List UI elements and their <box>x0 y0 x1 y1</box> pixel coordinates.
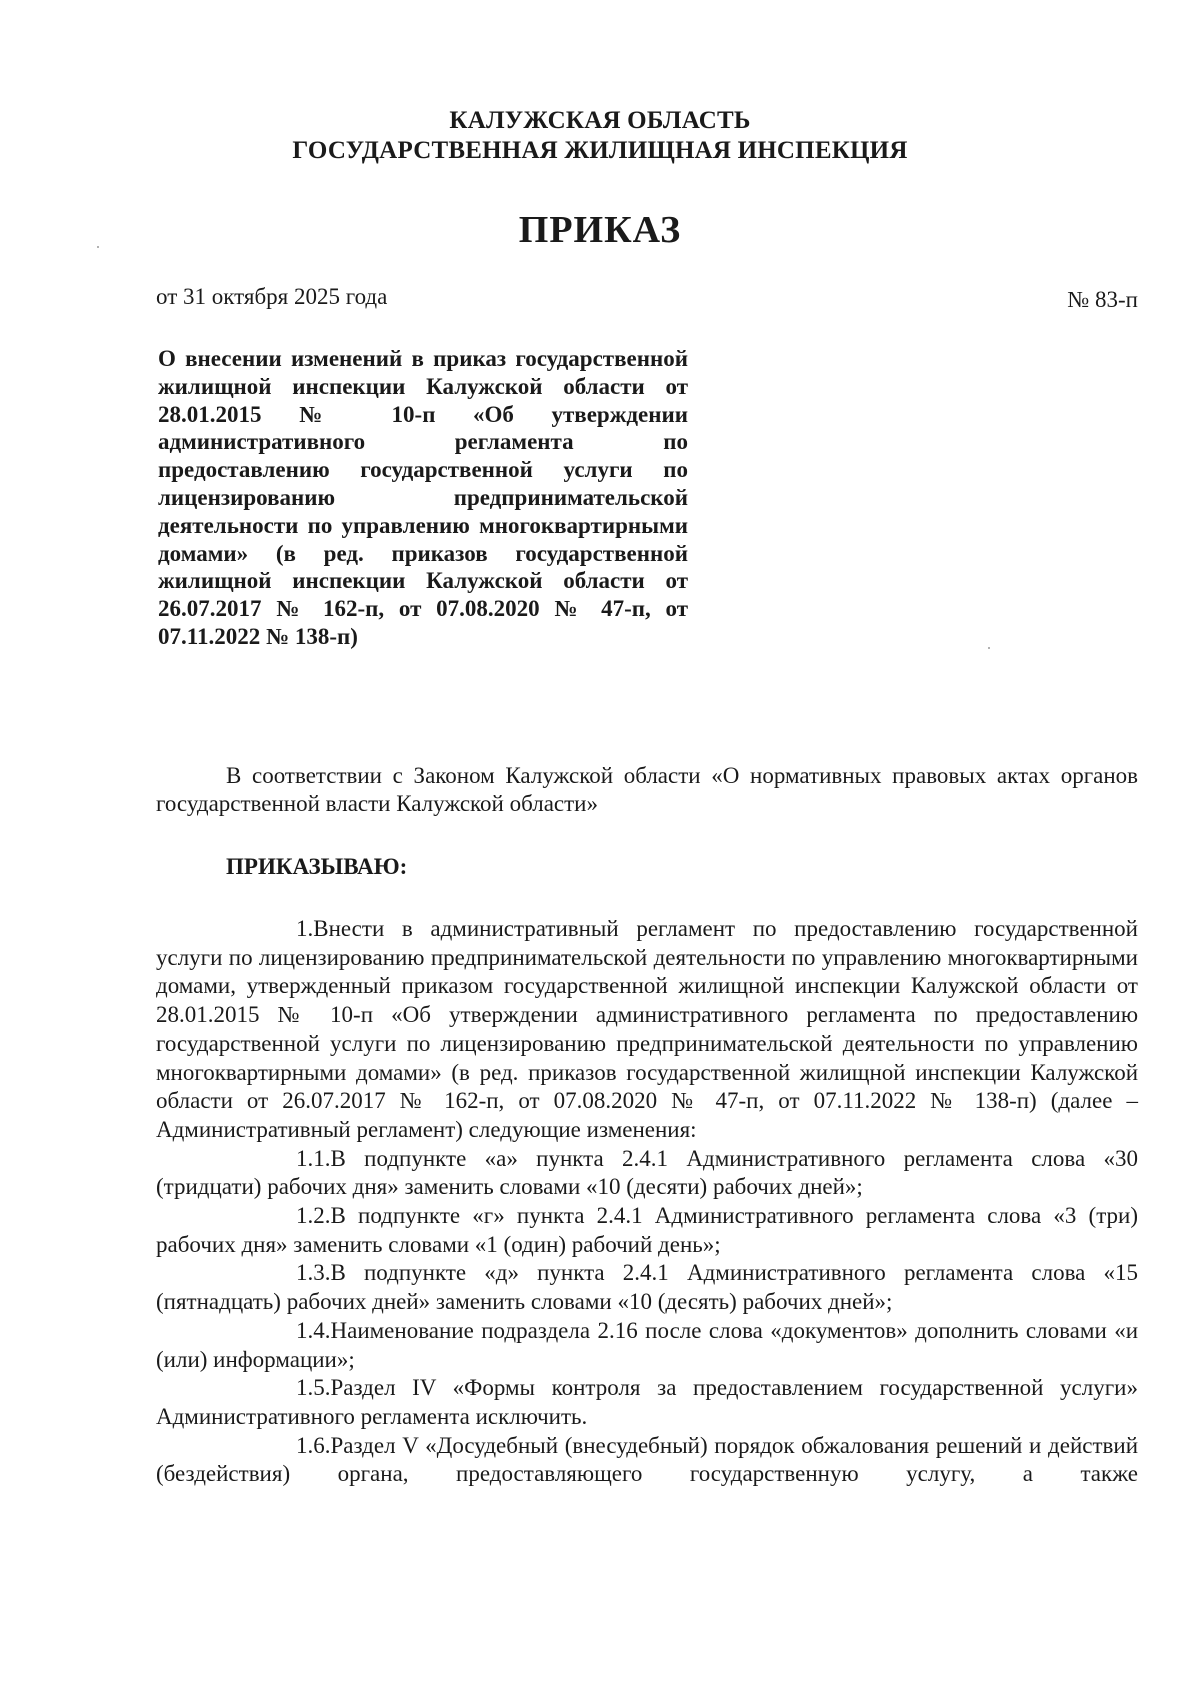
clause-number: 1.5. <box>296 1375 331 1401</box>
clause-item <box>156 1374 1138 1431</box>
clause-item <box>156 1145 1138 1202</box>
clause-text: Раздел IV «Формы контроля за предоставлением государственной услуги» Административного регламента исключить. <box>156 1375 1138 1429</box>
clause-text: В подпункте «д» пункта 2.4.1 Административного регламента слова «15 (пятнадцать) рабочих дней» заменить словами «10 (десять) рабочих дней»; <box>156 1260 1138 1315</box>
document-date: от 31 октября 2025 года <box>156 284 388 309</box>
clause-number: 1.3. <box>296 1260 331 1286</box>
clause-item <box>156 1317 1138 1374</box>
clause-number: 1.4. <box>296 1317 331 1343</box>
document-title: ПРИКАЗ <box>518 209 682 251</box>
clause-text: Внести в административный регламент по предоставлению государственной услуги по лицензированию предпринимательской деятельности по управлению многоквартирными домами, утвержденный приказом государственной жилищной инспекции Калужской области от 28.01.2015 № 10-п «Об утверждении административного регламента по предоставлению государственной услуги по лицензированию предпринимательской деятельности по управлению многоквартирными домами» (в ред. приказов государственной жилищной инспекции Калужской области от 26.07.2017 № 162-п, от 07.08.2020 № 47-п, от 07.11.2022 № 138-п) (далее – Административный регламент) следующие изменения: <box>156 916 1138 1142</box>
clause-item <box>156 1202 1138 1259</box>
document-number: № 83-п <box>1067 287 1138 312</box>
scan-speck <box>988 647 990 649</box>
order-word: ПРИКАЗЫВАЮ: <box>226 854 408 879</box>
scan-speck <box>97 246 99 248</box>
clause-text: В подпункте «г» пункта 2.4.1 Административного регламента слова «3 (три) рабочих дня» заменить словами «1 (один) рабочий день»; <box>156 1203 1138 1257</box>
clause-item <box>156 915 1138 1145</box>
clause-item <box>156 1259 1138 1316</box>
clause-text: В подпункте «а» пункта 2.4.1 Административного регламента слова «30 (тридцати) рабочих дня» заменить словами «10 (десяти) рабочих дней»; <box>156 1145 1138 1200</box>
clause-item <box>156 1432 1138 1489</box>
clause-number: 1.2. <box>296 1203 331 1229</box>
clause-number: 1.1. <box>296 1145 331 1171</box>
region-name: КАЛУЖСКАЯ ОБЛАСТЬ <box>449 107 751 134</box>
clauses-list <box>156 915 1138 1489</box>
document-subject: О внесении изменений в приказ государственной жилищной инспекции Калужской области от 28.01.2015 № 10-п «Об утверждении административного регламента по предоставлению государственной услуги по лицензированию предпринимательской деятельности по управлению многоквартирными домами» (в ред. приказов государственной жилищной инспекции Калужской области от 26.07.2017 № 162-п, от 07.08.2020 № 47-п, от 07.11.2022 № 138-п) <box>158 346 688 649</box>
document-header <box>0 106 1200 166</box>
clause-number: 1. <box>296 916 314 941</box>
clause-number: 1.6. <box>296 1432 331 1458</box>
clause-text: Раздел V «Досудебный (внесудебный) порядок обжалования решений и действий (бездействия) органа, предоставляющего государственную услугу, а также <box>156 1432 1138 1487</box>
clause-text: Наименование подраздела 2.16 после слова «документов» дополнить словами «и (или) информации»; <box>156 1317 1138 1372</box>
legal-basis-paragraph: В соответствии с Законом Калужской области «О нормативных правовых актах органов государственной власти Калужской области» <box>156 763 1138 816</box>
agency-name: ГОСУДАРСТВЕННАЯ ЖИЛИЩНАЯ ИНСПЕКЦИЯ <box>292 137 908 164</box>
